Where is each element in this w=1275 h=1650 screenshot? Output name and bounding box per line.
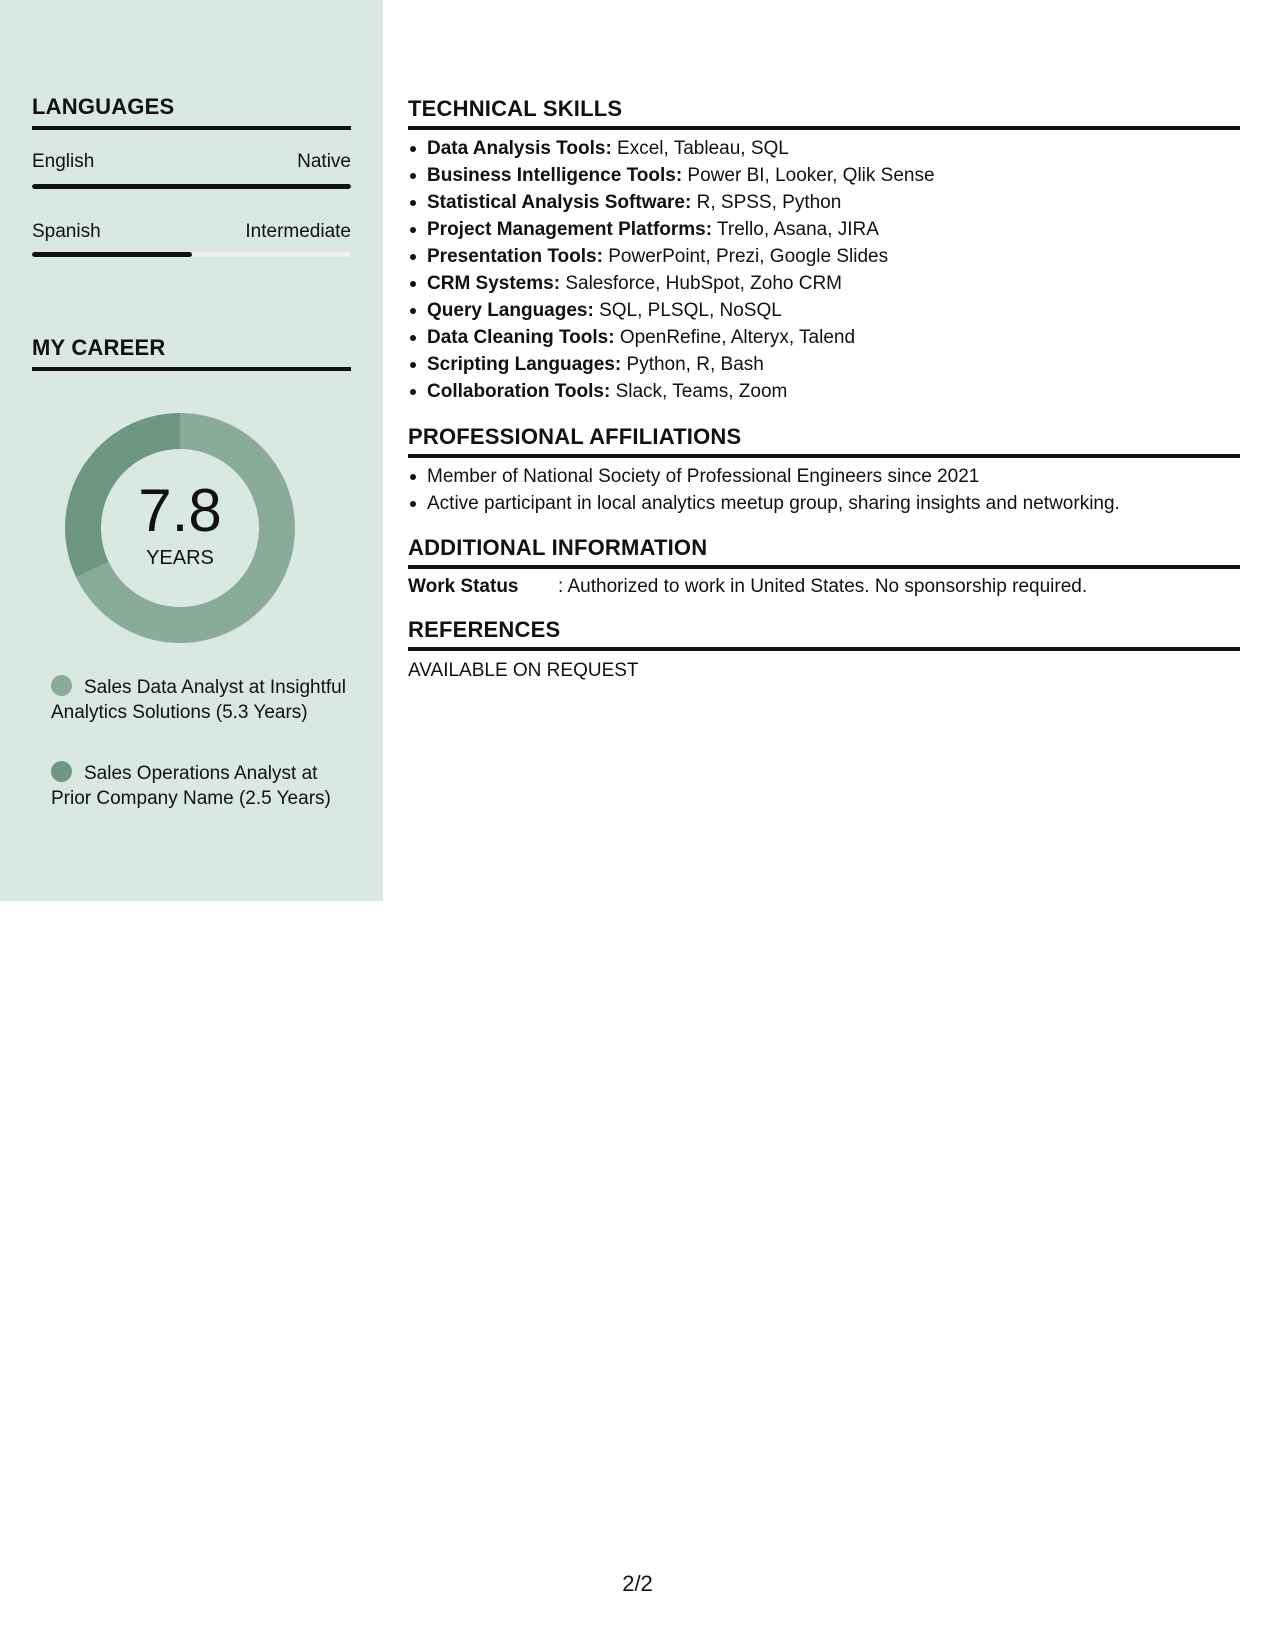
donut-center (65, 413, 295, 643)
skill-value: Trello, Asana, JIRA (712, 219, 879, 240)
sidebar (0, 0, 383, 901)
skill-label: Query Languages: (427, 300, 594, 321)
references-heading: REFERENCES (408, 617, 1240, 651)
language-name: Spanish (32, 221, 101, 242)
skill-value: OpenRefine, Alteryx, Talend (614, 327, 856, 348)
skill-value: R, SPSS, Python (691, 192, 842, 213)
skill-value: Excel, Tableau, SQL (611, 138, 789, 159)
skill-label: Presentation Tools: (427, 246, 603, 267)
language-row-english (32, 151, 351, 173)
skill-label: Project Management Platforms: (427, 219, 713, 240)
legend-dot-icon (51, 675, 72, 696)
skill-label: Business Intelligence Tools: (427, 165, 683, 186)
skill-label: Scripting Languages: (427, 354, 622, 375)
additional-info-heading: ADDITIONAL INFORMATION (408, 535, 1240, 569)
career-total-years: 7.8 (138, 476, 222, 544)
career-role-text: Sales Operations Analyst at Prior Company Name (2.5 Years) (51, 763, 331, 809)
skill-item (408, 324, 1240, 351)
skill-item (408, 162, 1240, 189)
legend-dot-icon (51, 761, 72, 782)
skill-label: Data Cleaning Tools: (427, 327, 615, 348)
skill-item (408, 297, 1240, 324)
skill-value: Python, R, Bash (621, 354, 764, 375)
affiliations-heading: PROFESSIONAL AFFILIATIONS (408, 424, 1240, 458)
list-item: Member of National Society of Professional Engineers since 2021 (408, 463, 1240, 490)
work-status-row (408, 576, 1240, 598)
skill-label: Collaboration Tools: (427, 381, 611, 402)
language-row-spanish (32, 221, 351, 243)
work-status-label: Work Status (408, 576, 519, 597)
career-total-unit: YEARS (146, 546, 214, 569)
skill-item (408, 270, 1240, 297)
career-donut-chart (65, 413, 295, 643)
technical-skills-heading: TECHNICAL SKILLS (408, 96, 1240, 130)
skill-label: CRM Systems: (427, 273, 561, 294)
skill-label: Statistical Analysis Software: (427, 192, 692, 213)
career-role-text: Sales Data Analyst at Insightful Analytics Solutions (5.3 Years) (51, 677, 346, 723)
references-text: AVAILABLE ON REQUEST (408, 660, 639, 681)
skill-value: SQL, PLSQL, NoSQL (593, 300, 782, 321)
language-bar-fill (32, 184, 351, 189)
skill-item (408, 378, 1240, 405)
page-number: 2/2 (622, 1571, 653, 1596)
skill-item (408, 135, 1240, 162)
skill-value: PowerPoint, Prezi, Google Slides (602, 246, 889, 267)
language-bar-spanish (32, 252, 351, 257)
language-bar-english (32, 184, 351, 189)
technical-skills-list (408, 135, 1240, 405)
skill-item (408, 189, 1240, 216)
affiliations-list (408, 463, 1240, 517)
list-item: Active participant in local analytics meetup group, sharing insights and networking. (408, 490, 1240, 517)
skill-value: Slack, Teams, Zoom (610, 381, 788, 402)
skill-label: Data Analysis Tools: (427, 138, 612, 159)
language-level: Intermediate (245, 221, 351, 242)
career-role-item (51, 761, 351, 811)
skill-item (408, 351, 1240, 378)
career-heading: MY CAREER (32, 335, 351, 371)
career-role-item (51, 675, 351, 725)
languages-heading: LANGUAGES (32, 94, 351, 130)
skill-item (408, 216, 1240, 243)
language-level: Native (297, 151, 351, 172)
skill-item (408, 243, 1240, 270)
skill-value: Salesforce, HubSpot, Zoho CRM (560, 273, 843, 294)
language-name: English (32, 151, 95, 172)
work-status-value: : Authorized to work in United States. No sponsorship required. (558, 576, 1088, 597)
skill-value: Power BI, Looker, Qlik Sense (682, 165, 935, 186)
language-bar-fill (32, 252, 192, 257)
